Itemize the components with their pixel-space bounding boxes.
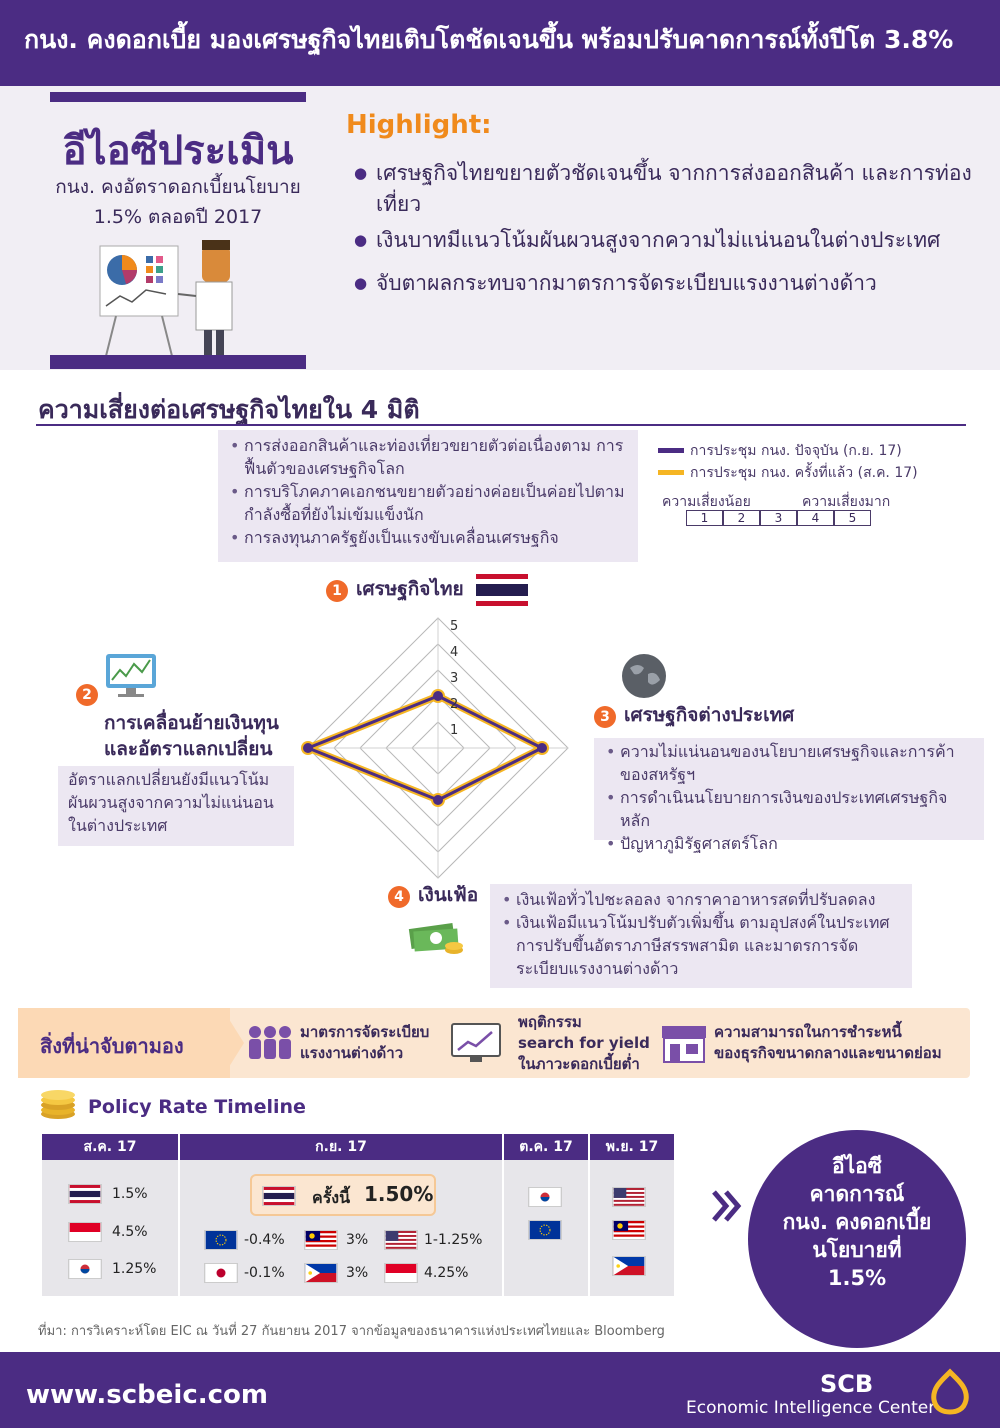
watch-label: สิ่งที่น่าจับตามอง bbox=[40, 1034, 184, 1058]
philippines-flag-icon bbox=[612, 1256, 646, 1276]
radar-point bbox=[433, 795, 443, 805]
watch-item-line: ความสามารถในการชำระหนี้ bbox=[714, 1023, 902, 1041]
indonesia-flag-icon bbox=[384, 1263, 418, 1283]
rate-south-korea: 1.25% bbox=[112, 1261, 157, 1277]
highlight-title: Highlight: bbox=[346, 110, 492, 140]
highlight-item: ● จับตาผลกระทบจากมาตรการจัดระเบียบแรงงานต่างด้าว bbox=[354, 268, 994, 299]
watch-item-1 bbox=[300, 1022, 429, 1064]
scale-box: 1 bbox=[686, 510, 723, 526]
forecast-line: กนง. คงดอกเบี้ย bbox=[782, 1210, 932, 1234]
timeline-oct-head: ต.ค. 17 bbox=[504, 1134, 588, 1160]
scale-box: 4 bbox=[797, 510, 834, 526]
radar-tick-label: 5 bbox=[450, 619, 459, 634]
rate-thailand: 1.5% bbox=[112, 1186, 148, 1202]
chart-monitor-icon bbox=[450, 1020, 504, 1066]
philippines-flag-icon bbox=[304, 1263, 338, 1283]
this-time-label: ครั้งนี้ bbox=[312, 1188, 351, 1207]
rate-eu: -0.4% bbox=[244, 1232, 285, 1248]
south-korea-flag-icon bbox=[528, 1187, 562, 1207]
forecast-line: อีไอซี bbox=[831, 1154, 883, 1178]
watch-item-line: ในภาวะดอกเบี้ยต่ำ bbox=[518, 1055, 640, 1073]
dim2-label bbox=[104, 710, 279, 762]
rate-malaysia: 3% bbox=[346, 1232, 369, 1248]
forecast-line: นโยบายที่ bbox=[812, 1238, 902, 1262]
scale-box: 5 bbox=[834, 510, 871, 526]
scale-box: 2 bbox=[723, 510, 760, 526]
watch-item-line: มาตรการจัดระเบียบ bbox=[300, 1023, 430, 1041]
globe-icon bbox=[620, 652, 668, 700]
forecast-circle bbox=[748, 1130, 966, 1348]
presenter-illustration bbox=[96, 236, 246, 362]
legend-previous-swatch bbox=[658, 470, 684, 475]
thailand-flag-icon bbox=[476, 574, 528, 606]
dim2-number: 2 bbox=[76, 684, 98, 706]
risk-scale bbox=[686, 510, 871, 526]
thai-economy-box bbox=[218, 430, 638, 562]
legend-previous: การประชุม กนง. ครั้งที่แล้ว (ส.ค. 17) bbox=[690, 465, 918, 481]
dim4-number: 4 bbox=[388, 886, 410, 908]
radar-point bbox=[433, 691, 443, 701]
footer-brand: SCB bbox=[820, 1370, 874, 1398]
thai-box-item: • การส่งออกสินค้าและท่องเที่ยวขยายตัวต่อเนื่องตาม การฟื้นตัวของเศรษฐกิจโลก bbox=[228, 434, 628, 480]
highlight-item: ● เศรษฐกิจไทยขยายตัวชัดเจนขึ้น จากการส่งออกสินค้า และการท่องเที่ยว bbox=[354, 158, 994, 220]
south-korea-flag-icon bbox=[68, 1259, 102, 1279]
timeline-title: Policy Rate Timeline bbox=[88, 1096, 306, 1118]
dim2-box: อัตราแลกเปลี่ยนยังมีแนวโน้ม ผันผวนสูงจากความไม่แน่นอน ในต่างประเทศ bbox=[58, 766, 294, 846]
person-icon bbox=[202, 246, 230, 282]
dim3-box-item: • ความไม่แน่นอนของนโยบายเศรษฐกิจและการค้า ของสหรัฐฯ bbox=[604, 740, 974, 786]
radar-point bbox=[537, 743, 547, 753]
eu-flag-icon bbox=[204, 1230, 238, 1250]
watch-item-line: แรงงานต่างด้าว bbox=[300, 1044, 404, 1062]
radar-grid bbox=[308, 618, 568, 878]
double-chevron-right-icon bbox=[710, 1188, 744, 1224]
timeline-nov-head: พ.ย. 17 bbox=[590, 1134, 674, 1160]
watch-item-line: ของธุรกิจขนาดกลางและขนาดย่อม bbox=[714, 1044, 942, 1062]
scale-box: 3 bbox=[760, 510, 797, 526]
malaysia-flag-icon bbox=[304, 1230, 338, 1250]
shop-icon bbox=[660, 1024, 708, 1064]
dim2-label-line2: และอัตราแลกเปลี่ยน bbox=[104, 738, 273, 760]
malaysia-flag-icon bbox=[612, 1220, 646, 1240]
japan-flag-icon bbox=[204, 1263, 238, 1283]
dim3-number: 3 bbox=[594, 706, 616, 728]
eic-title: อีไอซีประเมิน bbox=[62, 128, 294, 174]
eic-sub-line1: กนง. คงอัตราดอกเบี้ยนโยบาย bbox=[55, 176, 301, 198]
highlight-item: ● เงินบาทมีแนวโน้มผันผวนสูงจากความไม่แน่นอนในต่างประเทศ bbox=[354, 225, 994, 256]
rate-indonesia: 4.25% bbox=[424, 1265, 469, 1281]
watch-item-2 bbox=[518, 1012, 650, 1075]
dim1-label: เศรษฐกิจไทย bbox=[356, 578, 464, 600]
page-title: กนง. คงดอกเบี้ย มองเศรษฐกิจไทยเติบโตชัดเจนขึ้น พร้อมปรับคาดการณ์ทั้งปีโต 3.8% bbox=[0, 0, 1000, 86]
eic-sub-line2: 1.5% ตลอดปี 2017 bbox=[93, 206, 263, 228]
dim3-box bbox=[594, 738, 984, 853]
thailand-flag-icon bbox=[262, 1186, 296, 1206]
rate-indonesia: 4.5% bbox=[112, 1224, 148, 1240]
money-icon bbox=[408, 914, 466, 958]
footer-url-link[interactable]: www.scbeic.com bbox=[26, 1380, 268, 1410]
dim3-box-item: • ปัญหาภูมิรัฐศาสตร์โลก bbox=[604, 832, 974, 855]
watch-item-3 bbox=[714, 1022, 942, 1064]
forecast-line: 1.5% bbox=[827, 1266, 887, 1290]
rate-usa: 1-1.25% bbox=[424, 1232, 483, 1248]
radar-tick-label: 2 bbox=[450, 697, 459, 712]
radar-tick-label: 4 bbox=[450, 645, 459, 660]
title-bar-top bbox=[50, 92, 306, 102]
dim2-label-line1: การเคลื่อนย้ายเงินทุน bbox=[104, 712, 279, 734]
rate-japan: -0.1% bbox=[244, 1265, 285, 1281]
eic-subtitle bbox=[30, 172, 326, 232]
dim4-box-item: • เงินเฟ้อทั่วไปชะลอลง จากราคาอาหารสดที่ปรับลดลง bbox=[500, 888, 902, 911]
dim4-box bbox=[490, 884, 912, 988]
dim1-number: 1 bbox=[326, 580, 348, 602]
eu-flag-icon bbox=[528, 1220, 562, 1240]
timeline-sep-head: ก.ย. 17 bbox=[180, 1134, 502, 1160]
radar-chart bbox=[298, 606, 578, 890]
monitor-chart-icon bbox=[104, 652, 158, 698]
watch-item-line: search for yield bbox=[518, 1034, 650, 1052]
thai-box-item: • การบริโภคภาคเอกชนขยายตัวอย่างค่อยเป็นค่อยไปตาม กำลังซื้อที่ยังไม่เข้มแข็งนัก bbox=[228, 480, 628, 526]
indonesia-flag-icon bbox=[68, 1222, 102, 1242]
title-bar-bottom bbox=[50, 355, 306, 369]
usa-flag-icon bbox=[384, 1230, 418, 1250]
radar-point bbox=[303, 743, 313, 753]
coins-icon bbox=[38, 1088, 78, 1120]
dim4-box-item: • เงินเฟ้อมีแนวโน้มปรับตัวเพิ่มขึ้น ตามอุปสงค์ในประเทศ การปรับขึ้นอัตราภาษีสรรพสามิต และมาตรการจัด ระเบียบแรงงานต่างด้าว bbox=[500, 911, 902, 980]
this-time-rate: 1.50% bbox=[364, 1182, 434, 1206]
legend-low: ความเสี่ยงน้อย bbox=[662, 494, 751, 510]
dim3-box-item: • การดำเนินนโยบายการเงินของประเทศเศรษฐกิจหลัก bbox=[604, 786, 974, 832]
timeline-aug-head: ส.ค. 17 bbox=[42, 1134, 178, 1160]
board-icon bbox=[100, 246, 178, 316]
legend-high: ความเสี่ยงมาก bbox=[802, 494, 891, 510]
source-note: ที่มา: การวิเคราะห์โดย EIC ณ วันที่ 27 กันยายน 2017 จากข้อมูลของธนาคารแห่งประเทศไทยและ Bloomberg bbox=[38, 1324, 665, 1339]
legend-current: การประชุม กนง. ปัจจุบัน (ก.ย. 17) bbox=[690, 443, 902, 459]
legend-current-swatch bbox=[658, 448, 684, 453]
workers-icon bbox=[246, 1024, 294, 1064]
forecast-line: คาดการณ์ bbox=[809, 1182, 905, 1206]
scb-logo-icon bbox=[928, 1368, 972, 1416]
rate-philippines: 3% bbox=[346, 1265, 369, 1281]
dim3-label: เศรษฐกิจต่างประเทศ bbox=[624, 704, 795, 726]
thai-box-item: • การลงทุนภาครัฐยังเป็นแรงขับเคลื่อนเศรษฐกิจ bbox=[228, 526, 628, 549]
risk-section-title: ความเสี่ยงต่อเศรษฐกิจไทยใน 4 มิติ bbox=[38, 395, 420, 424]
dim4-label: เงินเฟ้อ bbox=[418, 884, 479, 906]
watch-item-line: พฤติกรรม bbox=[518, 1013, 582, 1031]
radar-tick-label: 1 bbox=[450, 723, 459, 738]
watch-arrow-icon bbox=[222, 1008, 244, 1078]
usa-flag-icon bbox=[612, 1187, 646, 1207]
divider bbox=[36, 424, 966, 426]
radar-tick-label: 3 bbox=[450, 671, 459, 686]
thailand-flag-icon bbox=[68, 1184, 102, 1204]
footer-org: Economic Intelligence Center bbox=[686, 1398, 936, 1418]
